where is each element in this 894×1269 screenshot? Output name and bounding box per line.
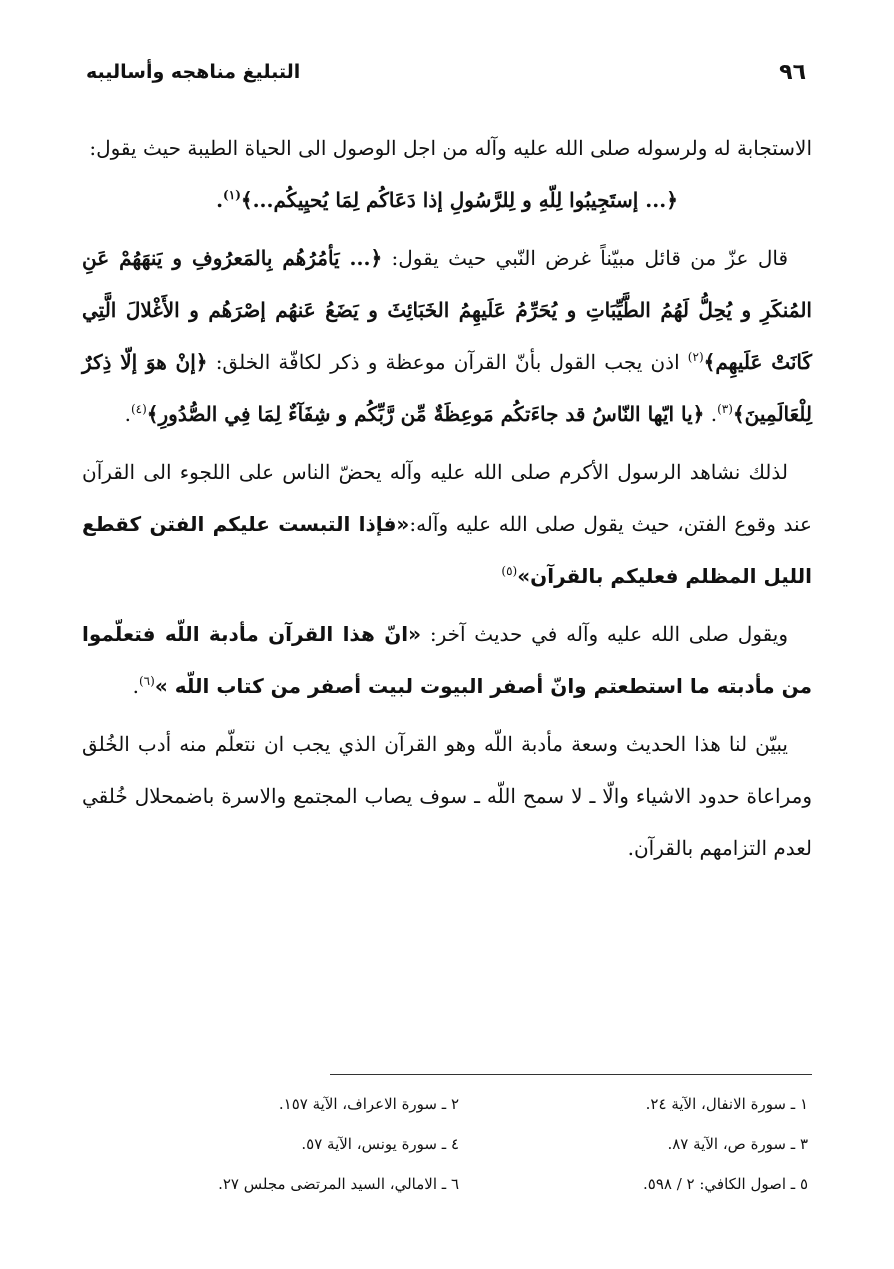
paragraph-1 — [82, 122, 812, 174]
footnote-ref-3: (٣) — [717, 402, 733, 416]
paragraph-3 — [82, 446, 812, 602]
footnote-ref-6: (٦) — [138, 674, 155, 688]
hadith-2: «انّ هذا القرآن مأدبة اللّه فتعلّموا من مأدبته ما استطعتم وانّ أصفر البيوت لبيت أصفر من كتاب اللّه » — [82, 622, 812, 698]
hadith-1: «فإذا التبست عليكم الفتن كقطع الليل المظلم فعليكم بالقرآن» — [82, 512, 812, 588]
paragraph-1-text: الاستجابة له ولرسوله صلى الله عليه وآله من اجل الوصول الى الحياة الطيبة حيث يقول: — [89, 136, 812, 160]
paragraph-5-text: يبيّن لنا هذا الحديث وسعة مأدبة اللّه وهو القرآن الذي يجب ان نتعلّم منه أدب الخُلق ومراعاة حدود الاشياء والّا ـ لا سمح اللّه ـ سوف يصاب المجتمع والاسرة باضمحلال خُلقي لعدم التزامهم بالقرآن. — [82, 732, 812, 860]
paragraph-3-text: لذلك نشاهد الرسول الأكرم صلى الله عليه وآله يحضّ الناس على اللجوء الى القرآن عند وقوع الفتن، حيث يقول صلى الله عليه وآله: — [82, 460, 812, 536]
footnote-ref-2: (٢) — [687, 350, 704, 364]
paragraph-2-intro: قال عزّ من قائل مبيّناً غرض النّبي حيث يقول: — [391, 246, 788, 270]
verse-1-text: ﴿... إستَجِيبُوا لِلّهِ و لِلرَّسُولِ إذا دَعَاكُم لِمَا يُحيِيكُم...﴾ — [240, 188, 678, 212]
paragraph-4-text: ويقول صلى الله عليه وآله في حديث آخر: — [429, 622, 789, 646]
paragraph-5 — [82, 718, 812, 874]
footnote-1: ١ ـ سورة الانفال، الآية ٢٤. — [645, 1095, 808, 1113]
footnote-3: ٣ ـ سورة ص، الآية ٨٧. — [667, 1135, 808, 1153]
footnote-ref-5: (٥) — [501, 564, 518, 578]
running-title: التبليغ مناهجه وأساليبه — [86, 61, 301, 83]
footnotes — [150, 1090, 808, 1198]
page-number: ٩٦ — [779, 59, 806, 85]
quran-verse-3: ﴿إنْ هوَ إلّا ذِكرٌ لِلْعَالَمِينَ﴾ — [82, 350, 812, 426]
footnote-2: ٢ ـ سورة الاعراف، الآية ١٥٧. — [278, 1095, 459, 1113]
paragraph-2: قال عزّ من قائل مبيّناً غرض النّبي حيث يقول: ﴿... يَأمُرُهُم بِالمَعرُوفِ و يَنهَهُمْ عَنِ المُنكَرِ و يُحِلُّ لَهُمُ الطَّيِّبَاتِ و يُحَرِّمُ عَلَيهِمُ الخَبَائِثَ و يَضَعُ عَنهُم إصْرَهُم و الأَغْلالَ الَّتِي كَانَتْ عَلَيهِم﴾$^{(٢)}$ اذن يجب القول بأنّ القرآن موعظة و ذكر لكافّة الخلق: ﴿إنْ هوَ إلّا ذِكرٌ لِلْعَالَمِينَ﴾$^{(٣)}$. ﴿يا ايّها النّاسُ قد جاءَتكُم مَوعِظَةٌ مِّن رَّبِّكُم و شِفَآءٌ لِمَا فِي الصُّدُورِ﴾$^{(٤)}$. — [82, 246, 813, 426]
footnote-6: ٦ ـ الامالي، السيد المرتضى مجلس ٢٧. — [218, 1175, 459, 1193]
main-text — [82, 122, 812, 874]
page-header — [86, 52, 806, 92]
paragraph-4: ويقول صلى الله عليه وآله في حديث آخر: «انّ هذا القرآن مأدبة اللّه فتعلّموا من مأدبته ما استطعتم وانّ أصفر البيوت لبيت أصفر من كتاب اللّه »$^{(٦)}$. — [82, 622, 812, 698]
quran-verse-4: ﴿يا ايّها النّاسُ قد جاءَتكُم مَوعِظَةٌ مِّن رَّبِّكُم و شِفَآءٌ لِمَا فِي الصُّدُورِ﴾ — [146, 402, 705, 426]
footnote-ref-1: (١) — [223, 188, 241, 202]
quran-verse-2: ﴿... يَأمُرُهُم بِالمَعرُوفِ و يَنهَهُمْ عَنِ المُنكَرِ و يُحِلُّ لَهُمُ الطَّيِّبَاتِ و يُحَرِّمُ عَلَيهِمُ الخَبَائِثَ و يَضَعُ عَنهُم إصْرَهُم و الأَغْلالَ الَّتِي كَانَتْ عَلَيهِم﴾ — [82, 246, 813, 374]
paragraph-2-middle: اذن يجب القول بأنّ القرآن موعظة و ذكر لكافّة الخلق: — [215, 350, 680, 374]
footnote-4: ٤ ـ سورة يونس، الآية ٥٧. — [301, 1135, 459, 1153]
footnote-5: ٥ ـ اصول الكافي: ٢ / ٥٩٨. — [642, 1175, 808, 1193]
footnote-ref-4: (٤) — [130, 402, 147, 416]
footnote-separator — [330, 1074, 812, 1075]
quran-verse-1: ﴿... إستَجِيبُوا لِلّهِ و لِلرَّسُولِ إذا دَعَاكُم لِمَا يُحيِيكُم...﴾$^{(١)}$. — [216, 188, 678, 212]
